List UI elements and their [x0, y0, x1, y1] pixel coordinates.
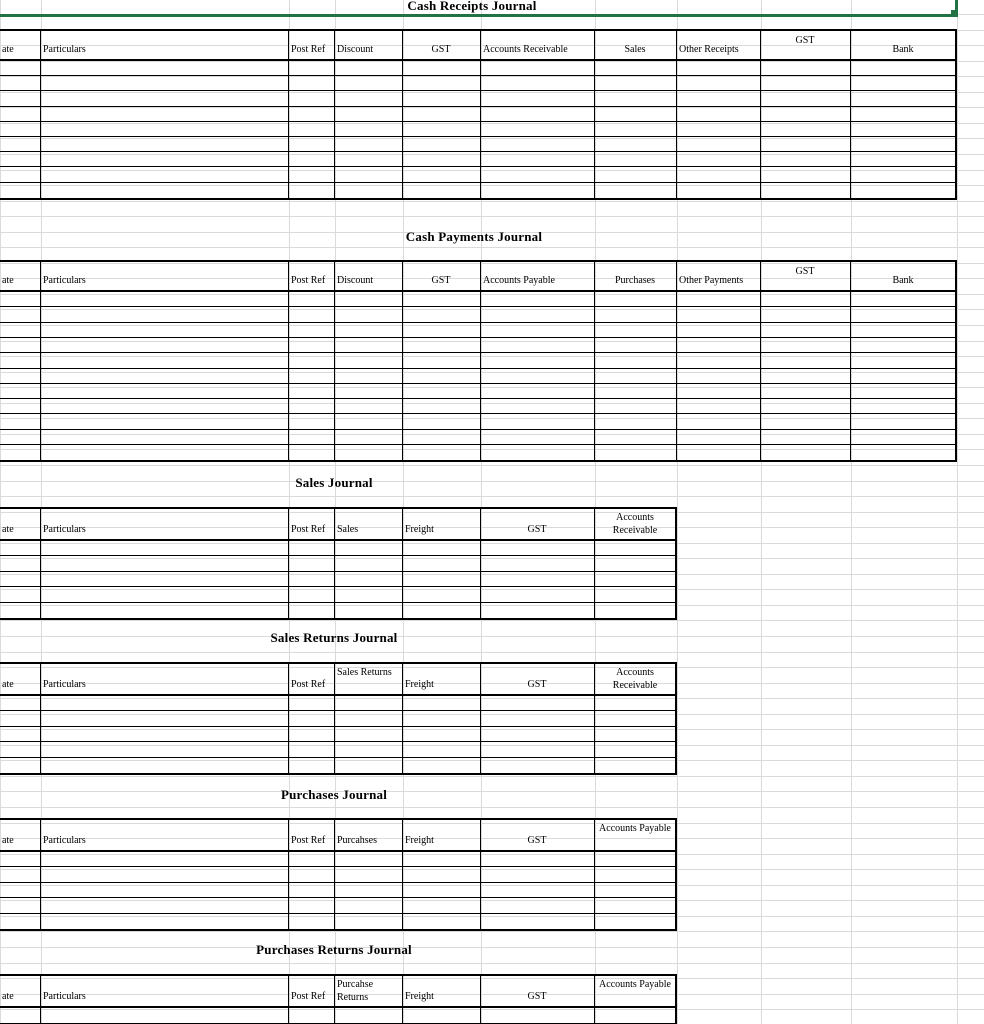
column-divider: [676, 31, 677, 198]
row-divider: [0, 586, 675, 587]
row-divider: [0, 352, 955, 353]
row-divider: [0, 602, 675, 603]
column-divider: [334, 976, 335, 1023]
header-divider: [0, 850, 675, 852]
column-divider: [288, 31, 289, 198]
column-divider: [402, 31, 403, 198]
cash-payments-header-gst: GST: [795, 266, 815, 277]
column-divider: [850, 31, 851, 198]
row-divider: [0, 106, 955, 107]
sales-journal-table[interactable]: [0, 507, 677, 620]
cash-receipts-header-particulars: Particulars: [43, 44, 86, 55]
gridline-horizontal: [0, 620, 984, 621]
cash-payments-header-post-ref: Post Ref: [291, 275, 326, 286]
column-divider: [402, 976, 403, 1023]
column-divider: [334, 31, 335, 198]
cash-receipts-header-other-receipts: Other Receipts: [679, 44, 739, 55]
cash-receipts-journal-title: Cash Receipts Journal: [407, 0, 537, 13]
cash-payments-header-particulars: Particulars: [43, 275, 86, 286]
row-divider: [0, 368, 955, 369]
sales-journal-title: Sales Journal: [295, 475, 373, 490]
column-divider: [480, 976, 481, 1023]
gridline-horizontal: [0, 947, 984, 948]
gridline-horizontal: [0, 465, 984, 466]
fill-handle[interactable]: [951, 10, 958, 17]
sales-header-sales: Sales: [337, 524, 359, 535]
purchases-header-freight: Freight: [405, 835, 434, 846]
sales-header-freight: Freight: [405, 524, 434, 535]
sales-header-accounts-receivable: Accounts Receivable: [612, 512, 658, 536]
row-divider: [0, 75, 955, 76]
cash-receipts-header-post-ref: Post Ref: [291, 44, 326, 55]
row-divider: [0, 710, 675, 711]
purchases-header-purcahses: Purcahses: [337, 835, 377, 846]
purchases-returns-header-accounts-payable: Accounts Payable: [599, 979, 671, 990]
purchases-returns-header-gst: GST: [527, 991, 547, 1002]
row-divider: [0, 866, 675, 867]
cash-receipts-journal-table[interactable]: [0, 29, 957, 200]
row-divider: [0, 429, 955, 430]
cash-payments-journal-table[interactable]: [0, 260, 957, 462]
column-divider: [40, 31, 41, 198]
gridline-horizontal: [0, 636, 984, 637]
row-divider: [0, 444, 955, 445]
sales-returns-header-particulars: Particulars: [43, 679, 86, 690]
sales-returns-header-freight: Freight: [405, 679, 434, 690]
row-divider: [0, 913, 675, 914]
gridline-horizontal: [0, 481, 984, 482]
purchases-journal-title: Purchases Journal: [280, 787, 388, 802]
column-divider: [40, 976, 41, 1023]
row-divider: [0, 882, 675, 883]
purchases-journal-table[interactable]: [0, 818, 677, 931]
purchases-header-ate: ate: [2, 835, 14, 846]
sales-header-ate: ate: [2, 524, 14, 535]
sales-returns-header-ate: ate: [2, 679, 14, 690]
cash-receipts-header-gst: GST: [795, 35, 815, 46]
gridline-horizontal: [0, 496, 984, 497]
gridline-horizontal: [0, 807, 984, 808]
header-divider: [0, 59, 955, 61]
header-divider: [0, 1006, 675, 1008]
sales-returns-journal-title: Sales Returns Journal: [270, 630, 398, 645]
cash-payments-header-bank: Bank: [892, 275, 914, 286]
row-divider: [0, 306, 955, 307]
cash-payments-header-accounts-payable: Accounts Payable: [483, 275, 555, 286]
cash-receipts-header-bank: Bank: [892, 44, 914, 55]
column-divider: [594, 31, 595, 198]
gridline-horizontal: [0, 791, 984, 792]
purchases-returns-header-freight: Freight: [405, 991, 434, 1002]
cash-payments-header-other-payments: Other Payments: [679, 275, 744, 286]
row-divider: [0, 151, 955, 152]
purchases-returns-header-ate: ate: [2, 991, 14, 1002]
purchases-header-particulars: Particulars: [43, 835, 86, 846]
purchases-returns-header-purcahse-returns: Purcahse Returns: [337, 979, 374, 1003]
cash-payments-journal-title: Cash Payments Journal: [405, 229, 543, 244]
row-divider: [0, 413, 955, 414]
cash-receipts-header-accounts-receivable: Accounts Receivable: [483, 44, 568, 55]
sales-header-particulars: Particulars: [43, 524, 86, 535]
row-divider: [0, 741, 675, 742]
purchases-returns-header-particulars: Particulars: [43, 991, 86, 1002]
selection-border: [0, 14, 958, 17]
purchases-header-post-ref: Post Ref: [291, 835, 326, 846]
cash-receipts-header-discount: Discount: [337, 44, 374, 55]
column-divider: [480, 31, 481, 198]
sales-header-gst: GST: [527, 524, 547, 535]
cash-payments-header-discount: Discount: [337, 275, 374, 286]
row-divider: [0, 571, 675, 572]
gridline-horizontal: [0, 931, 984, 932]
row-divider: [0, 383, 955, 384]
sales-header-post-ref: Post Ref: [291, 524, 326, 535]
gridline-horizontal: [0, 201, 984, 202]
row-divider: [0, 182, 955, 183]
row-divider: [0, 166, 955, 167]
gridline-horizontal: [0, 963, 984, 964]
column-divider: [288, 976, 289, 1023]
purchases-returns-journal-title: Purchases Returns Journal: [256, 942, 412, 957]
row-divider: [0, 337, 955, 338]
gridline-horizontal: [0, 776, 984, 777]
cash-payments-header-purchases: Purchases: [615, 275, 655, 286]
header-divider: [0, 290, 955, 292]
cash-payments-header-ate: ate: [2, 275, 14, 286]
column-divider: [594, 976, 595, 1023]
purchases-returns-journal-table[interactable]: [0, 974, 677, 1024]
row-divider: [0, 136, 955, 137]
sales-returns-journal-table[interactable]: [0, 662, 677, 775]
row-divider: [0, 121, 955, 122]
purchases-header-accounts-payable: Accounts Payable: [599, 823, 671, 834]
row-divider: [0, 322, 955, 323]
sales-returns-header-accounts-receivable: Accounts Receivable: [612, 667, 658, 691]
row-divider: [0, 897, 675, 898]
row-divider: [0, 555, 675, 556]
sales-returns-header-sales-returns: Sales Returns: [337, 667, 392, 678]
sales-returns-header-post-ref: Post Ref: [291, 679, 326, 690]
gridline-horizontal: [0, 652, 984, 653]
gridline-horizontal: [0, 216, 984, 217]
row-divider: [0, 757, 675, 758]
column-divider: [760, 31, 761, 198]
sales-returns-header-gst: GST: [527, 679, 547, 690]
cash-receipts-header-ate: ate: [2, 44, 14, 55]
purchases-returns-header-post-ref: Post Ref: [291, 991, 326, 1002]
cash-receipts-header-sales: Sales: [624, 44, 646, 55]
gridline-horizontal: [0, 247, 984, 248]
row-divider: [0, 398, 955, 399]
cash-payments-header-gst: GST: [431, 275, 451, 286]
row-divider: [0, 726, 675, 727]
header-divider: [0, 694, 675, 696]
row-divider: [0, 90, 955, 91]
cash-receipts-header-gst: GST: [431, 44, 451, 55]
header-divider: [0, 539, 675, 541]
purchases-header-gst: GST: [527, 835, 547, 846]
